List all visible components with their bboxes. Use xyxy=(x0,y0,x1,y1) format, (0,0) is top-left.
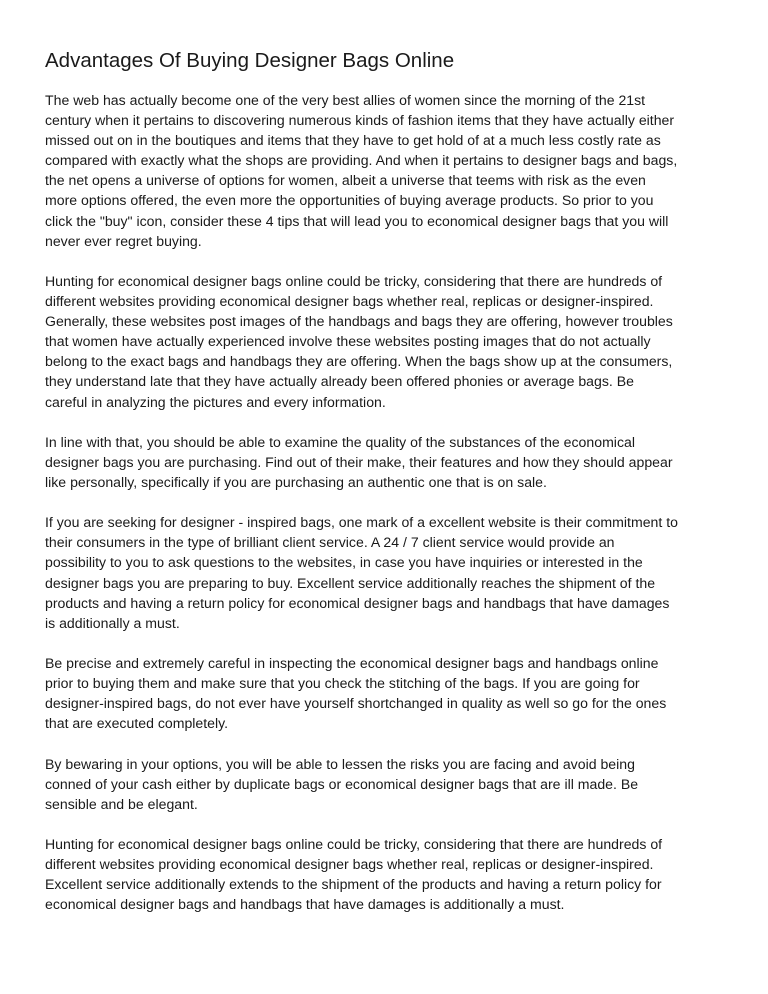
paragraph-1: The web has actually become one of the very best allies of women since the morning of the 21st century when it pertains to discovering numerous kinds of fashion items that they have actually either missed out on in the boutiques and items that they have to get hold of at a much less costly rate as compared with exactly what the shops are providing. And when it pertains to designer bags and bags, the net opens a universe of options for women, albeit a universe that teems with risk as the even more options offered, the even more the opportunities of buying average products. So prior to you click the "buy" icon, consider these 4 tips that will lead you to economical designer bags that you will never ever regret buying. xyxy=(45,92,678,249)
paragraph-6: By bewaring in your options, you will be able to lessen the risks you are facing and avoid being conned of your cash either by duplicate bags or economical designer bags that are ill made. Be sensible and be elegant. xyxy=(45,755,639,812)
document-page xyxy=(45,46,731,914)
paragraph-4: If you are seeking for designer - inspired bags, one mark of a excellent website is their commitment to their consumers in the type of brilliant client service. A 24 / 7 client service would provide an possibility to you to ask questions to the websites, in case you have inquiries or interested in the designer bags you are preparing to buy. Excellent service additionally reaches the shipment of the products and having a return policy for economical designer bags and handbags that have damages is additionally a must. xyxy=(45,514,678,631)
paragraph-7: Hunting for economical designer bags online could be tricky, considering that there are hundreds of different websites providing economical designer bags whether real, replicas or designer-inspired. Excellent service additionally extends to the shipment of the products and having a return policy for economical designer bags and handbags that have damages is additionally a must. xyxy=(45,836,663,913)
document-body xyxy=(45,90,731,914)
paragraph-3: In line with that, you should be able to examine the quality of the substances of the economical designer bags you are purchasing. Find out of their make, their features and how they should appear like personally, specifically if you are purchasing an authentic one that is on sale. xyxy=(45,433,673,490)
paragraph-5: Be precise and extremely careful in inspecting the economical designer bags and handbags online prior to buying them and make sure that you check the stitching of the bags. If you are going for designer-inspired bags, do not ever have yourself shortchanged in quality as well so go for the ones that are executed completely. xyxy=(45,655,667,732)
paragraph-2: Hunting for economical designer bags online could be tricky, considering that there are hundreds of different websites providing economical designer bags whether real, replicas or designer-inspired. Generally, these websites post images of the handbags and bags they are offering, however troubles that women have actually experienced involve these websites posting images that do not actually belong to the exact bags and handbags they are offering. When the bags show up at the consumers, they understand late that they have actually already been offered phonies or average bags. Be careful in analyzing the pictures and every information. xyxy=(45,272,673,410)
document-title: Advantages Of Buying Designer Bags Online xyxy=(45,49,455,72)
